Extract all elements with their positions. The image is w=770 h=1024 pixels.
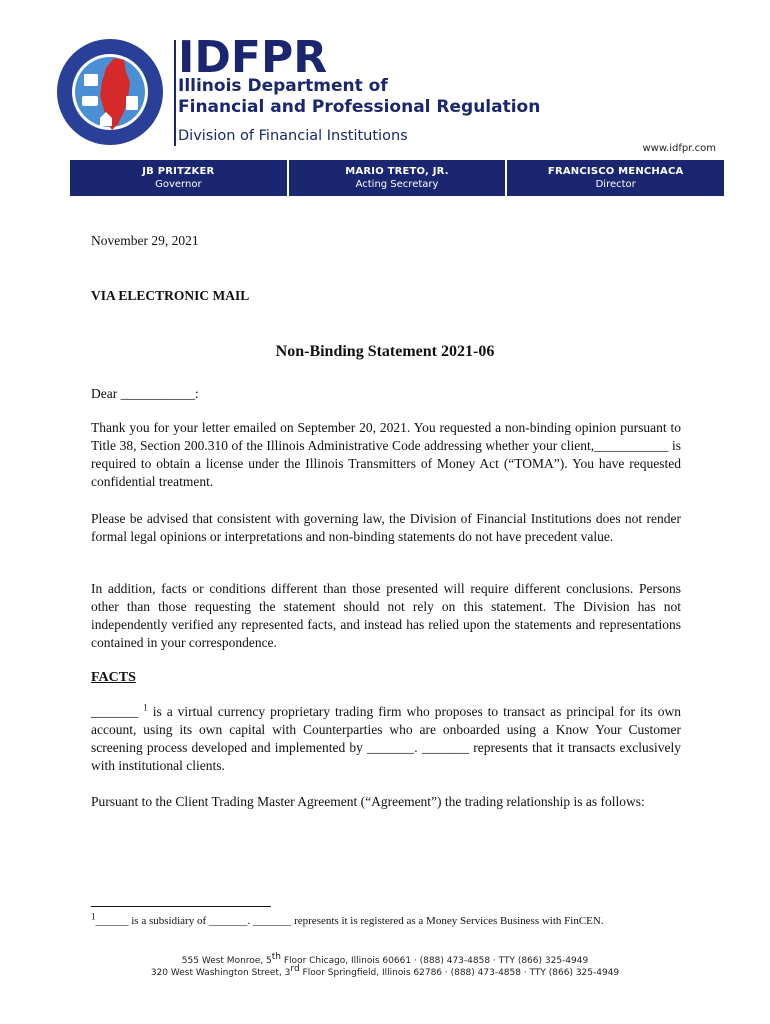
- bank-icon: [84, 74, 98, 86]
- footnote-number: 1: [91, 911, 96, 922]
- idfpr-seal-logo: [56, 38, 164, 146]
- official-title: Governor: [155, 179, 202, 190]
- header-divider: [174, 40, 176, 146]
- official-title: Director: [595, 179, 636, 190]
- division-name: Division of Financial Institutions: [178, 128, 408, 144]
- money-icon: [82, 96, 98, 106]
- delivery-method: VIA ELECTRONIC MAIL: [91, 288, 250, 303]
- facts-text: is a virtual currency proprietary trading firm who proposes to transact as principal for its own account, using its own capital with Counterparties who are onboarded using a Know Your Customer screening process developed and implemented by _______. _______ represents that it transacts exclusively with institutional clients.: [91, 704, 681, 773]
- official-secretary: [289, 160, 508, 196]
- salutation: Dear ___________:: [91, 386, 199, 401]
- official-governor: [70, 160, 289, 196]
- footnote: [91, 911, 691, 928]
- paragraph-agreement: Pursuant to the Client Trading Master Agreement (“Agreement”) the trading relationship is as follows:: [91, 794, 645, 809]
- footnote-reference[interactable]: 1: [143, 702, 148, 713]
- letter-date: November 29, 2021: [91, 233, 199, 248]
- official-name: FRANCISCO MENCHACA: [547, 166, 684, 177]
- officials-bar: [70, 160, 724, 196]
- footnote-divider: [91, 906, 271, 907]
- seal-ring-text: PROFESSIONAL REGULATION · REAL ESTATE · FINANCIAL INSTITUTIONS · BANKING: [90, 92, 130, 93]
- website-link[interactable]: www.idfpr.com: [642, 143, 716, 154]
- address-text: Floor Chicago, Illinois 60661 · (888) 473-4858 · TTY (866) 325-4949: [281, 956, 589, 966]
- address-ordinal: th: [271, 952, 282, 962]
- paragraph-request: Thank you for your letter emailed on September 20, 2021. You requested a non-binding opinion pursuant to Title 38, Section 200.310 of the Illinois Administrative Code addressing whether your client,___________ is required to obtain a license under the Illinois Transmitters of Money Act (“TOMA”). You have requested confidential treatment.: [91, 420, 681, 489]
- official-name: MARIO TRETO, JR.: [345, 166, 449, 177]
- document-title: Non-Binding Statement 2021-06: [275, 343, 495, 360]
- address-text: 320 West Washington Street, 3: [150, 968, 291, 978]
- paragraph-advisory: Please be advised that consistent with governing law, the Division of Financial Institutions does not render formal legal opinions or interpretations and non-binding statements do not have precedent value.: [91, 511, 681, 544]
- address-chicago: [0, 952, 770, 967]
- facts-blank: _______: [91, 704, 139, 719]
- letterhead: [0, 0, 770, 200]
- org-name: [178, 76, 540, 118]
- official-director: [507, 160, 724, 196]
- clipboard-icon: [126, 96, 138, 110]
- paragraph-conditions: In addition, facts or conditions different than those presented will require different conclusions. Persons other than those requesting the statement should not rely on this statement. The Division has not independently verified any represented facts, and instead has relied upon the statements and representations contained in your correspondence.: [91, 581, 681, 650]
- org-name-line1: Illinois Department of: [178, 76, 388, 96]
- address-ordinal: rd: [290, 964, 300, 974]
- address-springfield: [0, 964, 770, 979]
- org-abbreviation: IDFPR: [178, 32, 328, 83]
- official-name: JB PRITZKER: [142, 166, 215, 177]
- address-text: 555 West Monroe, 5: [181, 956, 272, 966]
- org-name-line2: Financial and Professional Regulation: [178, 97, 541, 117]
- address-text: Floor Springfield, Illinois 62786 · (888) 473-4858 · TTY (866) 325-4949: [299, 968, 620, 978]
- footnote-text: ______ is a subsidiary of _______. _______ represents it is registered as a Money Services Business with FinCEN.: [95, 915, 604, 927]
- paragraph-facts: [91, 703, 681, 775]
- official-title: Acting Secretary: [355, 179, 439, 190]
- facts-heading: FACTS: [91, 670, 136, 685]
